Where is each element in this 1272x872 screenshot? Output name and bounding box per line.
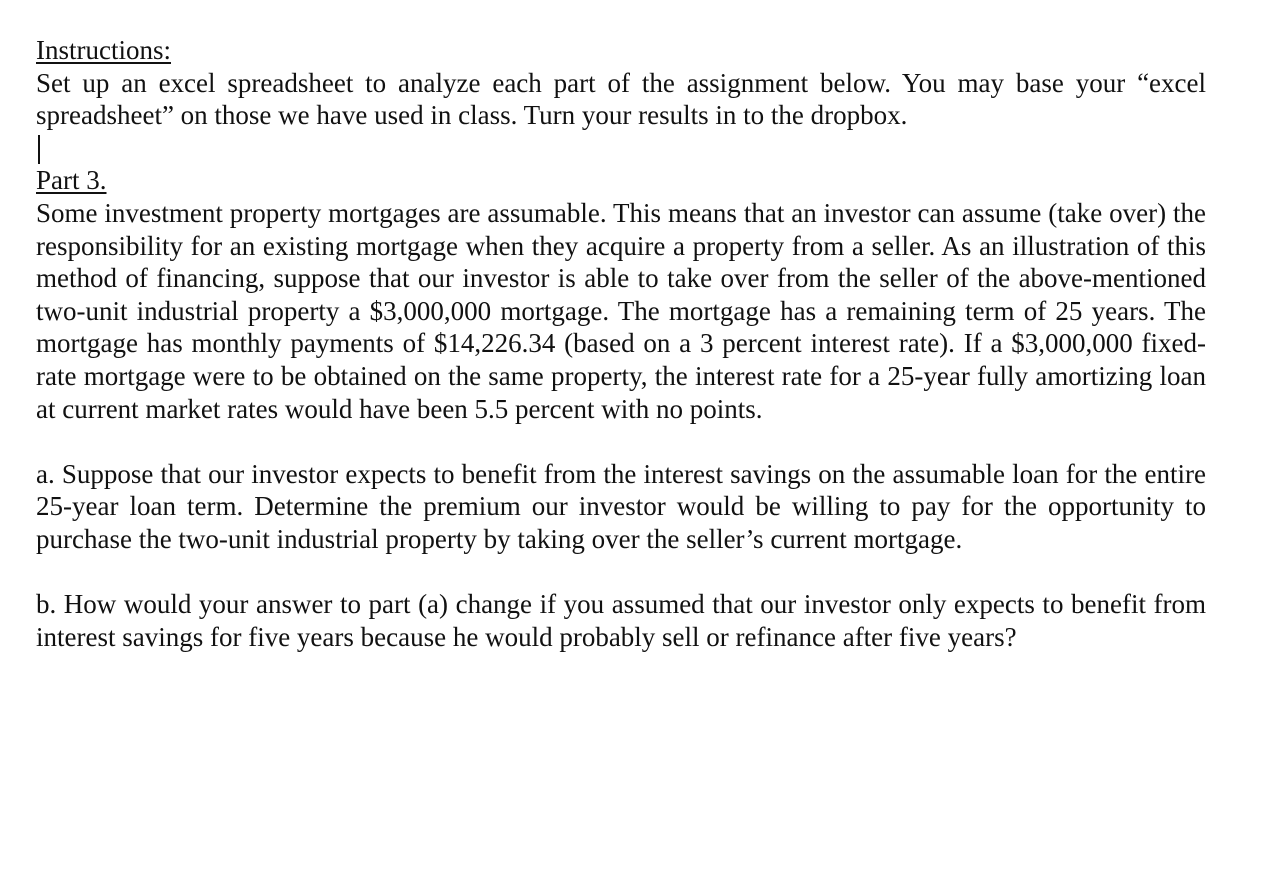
part3-heading: Part 3. — [36, 165, 107, 196]
paragraph-gap — [36, 425, 1206, 458]
paragraph-gap — [36, 556, 1206, 589]
document-body — [36, 34, 1206, 653]
instructions-text: Set up an excel spreadsheet to analyze each part of the assignment below. You may base your “excel spreadsheet” on those we have used in class. Turn your results in to the dropbox. — [36, 67, 1206, 131]
text-cursor-line — [36, 132, 1206, 165]
question-b: b. How would your answer to part (a) change if you assumed that our investor only expects to benefit from interest savings for five years because he would probably sell or refinance after five years? — [36, 589, 1206, 652]
instructions-heading: Instructions: — [36, 35, 171, 65]
part3-text: Some investment property mortgages are assumable. This means that an investor can assume (take over) the responsibility for an existing mortgage when they acquire a property from a seller. As an illustration of this method of financing, suppose that our investor is able to take over from the seller of the above-mentioned two-unit industrial property a $3,000,000 mortgage. The mortgage has a remaining term of 25 years. The mortgage has monthly payments of $14,226.34 (based on a 3 percent interest rate). If a $3,000,000 fixed-rate mortgage were to be obtained on the same property, the interest rate for a 25-year fully amortizing loan at current market rates would have been 5.5 percent with no points. — [36, 197, 1206, 424]
question-a: a. Suppose that our investor expects to benefit from the interest savings on the assumable loan for the entire 25-year loan term. Determine the premium our investor would be willing to pay for the opportunity to purchase the two-unit industrial property by taking over the seller’s current mortgage. — [36, 458, 1206, 554]
text-cursor — [38, 135, 40, 164]
